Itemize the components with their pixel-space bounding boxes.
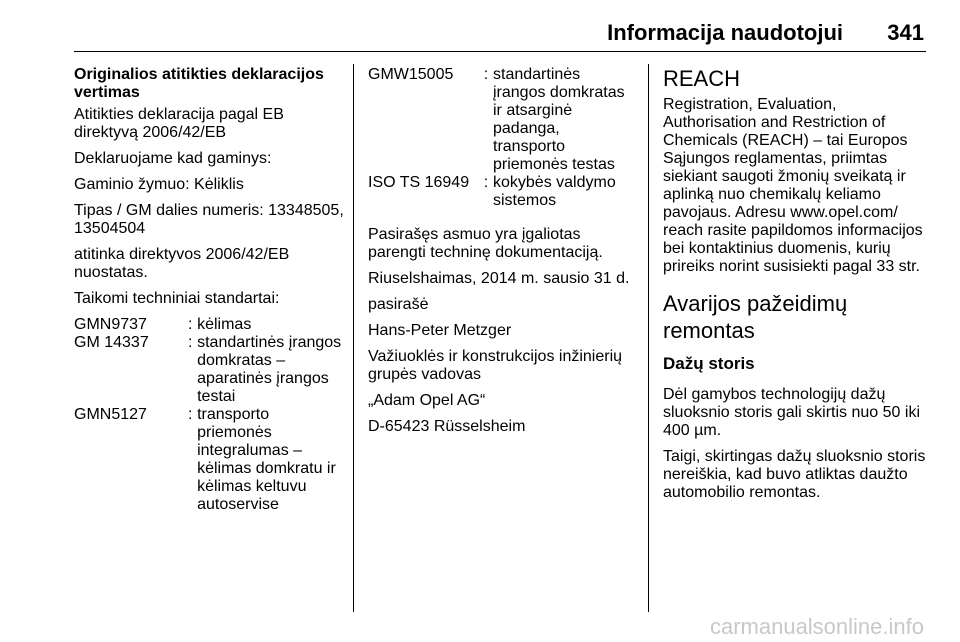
paragraph: Deklaruojame kad gaminys:	[74, 150, 272, 167]
column-2	[368, 66, 640, 444]
sub-title: Dažų storis	[663, 354, 755, 373]
reach-title: REACH	[663, 66, 741, 91]
standards-table-continued	[368, 66, 633, 210]
standards-table	[74, 316, 344, 514]
colon-separator: :	[187, 334, 193, 351]
paragraph: D-65423 Rüsselsheim	[368, 418, 526, 435]
paragraph: Taigi, skirtingas dažų sluoksnio storis nereiškia, kad buvo atliktas daužto automobilio remontas.	[663, 448, 926, 501]
standard-code: ISO TS 16949	[368, 174, 470, 191]
paragraph: atitinka direktyvos 2006/42/EB nuostatas.	[74, 246, 290, 281]
standard-desc: kokybės valdymo sistemos	[493, 174, 616, 209]
table-row	[368, 174, 633, 210]
page-number: 341	[887, 20, 924, 45]
paragraph: Pasirašęs asmuo yra įgaliotas parengti techninę dokumentaciją.	[368, 226, 603, 261]
paragraph: Taikomi techniniai standartai:	[74, 290, 280, 307]
standard-code: GMN5127	[74, 406, 147, 423]
colon-separator: :	[483, 174, 489, 191]
column-divider-2	[648, 64, 649, 612]
colon-separator: :	[483, 66, 489, 83]
header-title: Informacija naudotojui	[607, 20, 843, 45]
standard-desc: kėlimas	[197, 316, 252, 333]
standard-code: GMN9737	[74, 316, 147, 333]
paragraph: pasirašė	[368, 296, 429, 313]
watermark: carmanualsonline.info	[709, 614, 924, 639]
paragraph: Dėl gamybos technologijų dažų sluoksnio storis gali skirtis nuo 50 iki 400 µm.	[663, 386, 920, 439]
standard-desc: standartinės įrangos domkratas – aparatinės įrangos testai	[197, 334, 342, 405]
colon-separator: :	[187, 316, 193, 333]
standard-desc: transporto priemonės integralumas – kėlimas domkratu ir kėlimas keltuvu autoservise	[197, 406, 336, 513]
declaration-heading: Originalios atitikties deklaracijos vertimas	[74, 66, 324, 101]
table-row	[368, 66, 633, 174]
paragraph: Registration, Evaluation, Authorisation and Restriction of Chemicals (REACH) – tai Europos Sąjungos reglamentas, priimtas siekiant saugoti žmonių sveikatą ir aplinką nuo chemikalų keliamo pavojaus. Adresu www.opel.com/ reach rasite papildomos informacijos bei kontaktinius duomenis, kurių prireiks norint susisiekti pagal 33 str.	[663, 96, 923, 275]
paragraph: „Adam Opel AG“	[368, 392, 486, 409]
table-row	[74, 334, 344, 406]
paragraph: Tipas / GM dalies numeris: 13348505, 13504504	[74, 202, 344, 237]
standard-code: GMW15005	[368, 66, 454, 83]
column-1	[74, 66, 344, 522]
paragraph: Gaminio žymuo: Kėliklis	[74, 176, 244, 193]
table-row	[74, 316, 344, 334]
column-divider-1	[353, 64, 354, 612]
paragraph: Atitikties deklaracija pagal EB direktyvą 2006/42/EB	[74, 106, 284, 141]
paragraph: Riuselshaimas, 2014 m. sausio 31 d.	[368, 270, 630, 287]
standard-code: GM 14337	[74, 334, 149, 351]
column-3	[663, 66, 931, 510]
colon-separator: :	[187, 406, 193, 423]
table-row	[74, 406, 344, 514]
paragraph: Važiuoklės ir konstrukcijos inžinierių grupės vadovas	[368, 348, 623, 383]
section-title: Avarijos pažeidimų remontas	[663, 291, 848, 343]
header-rule	[74, 51, 926, 52]
paragraph: Hans-Peter Metzger	[368, 322, 512, 339]
standard-desc: standartinės įrangos domkratas ir atsarginė padanga, transporto priemonės testas	[493, 66, 625, 173]
